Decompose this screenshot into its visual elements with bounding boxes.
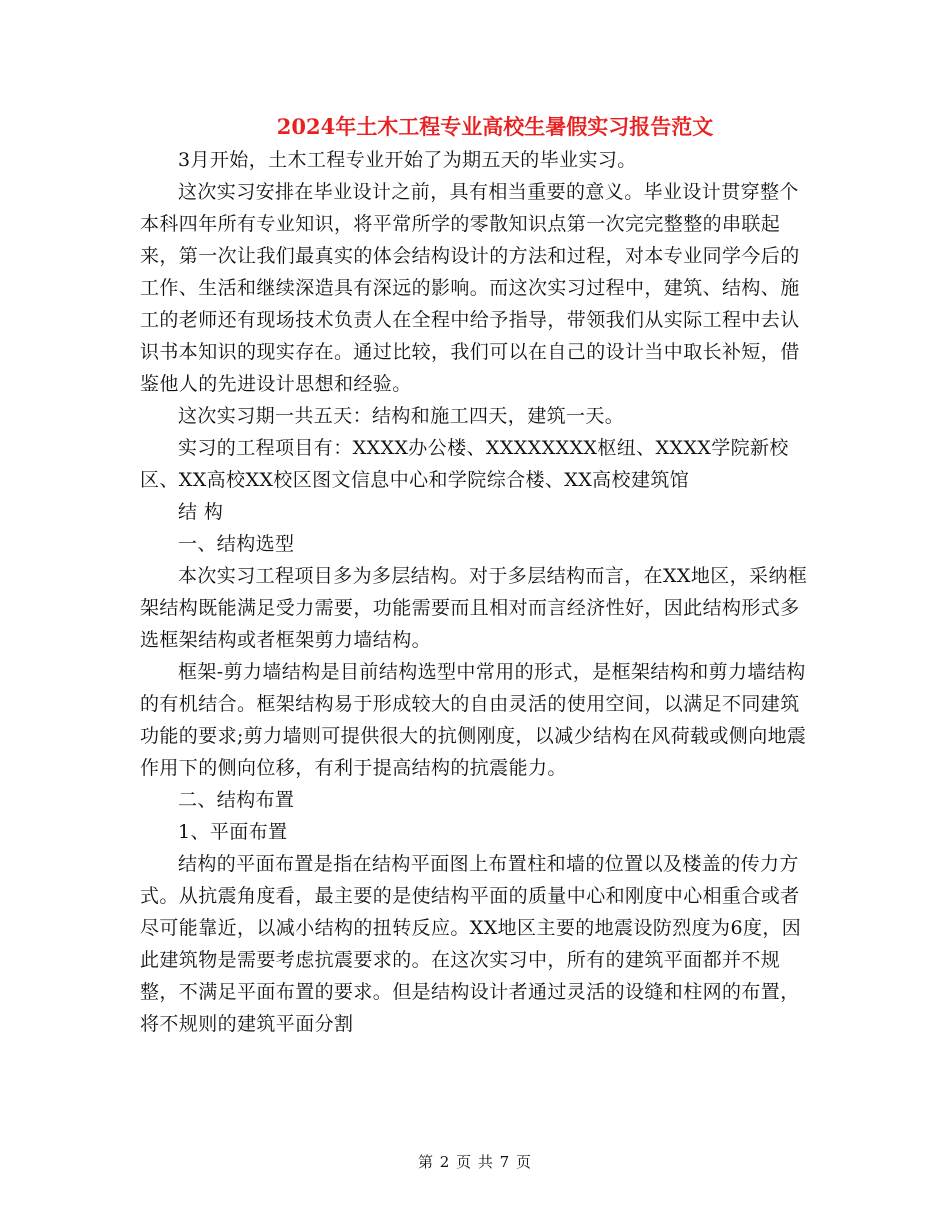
page-number: 第 2 页 共 7 页 (418, 1153, 532, 1171)
paragraph-plan-layout: 结构的平面布置是指在结构平面图上布置柱和墙的位置以及楼盖的传力方式。从抗震角度看，最主要的是使结构平面的质量中心和刚度中心相重合或者尽可能靠近，以减小结构的扭转反应。XX地区主要的地震设防烈度为6度，因此建筑物是需要考虑抗震要求的。在这次实习中，所有的建筑平面都并不规整，不满足平面布置的要求。但是结构设计者通过灵活的设缝和柱网的布置，将不规则的建筑平面分割 (140, 853, 802, 1035)
subheading-structure-layout: 二、结构布置 (178, 789, 295, 811)
document-body (140, 144, 815, 1040)
paragraph-projects: 实习的工程项目有：XXXX办公楼、XXXXXXXX枢纽、XXXX学院新校区、XX高校XX校区图文信息中心和学院综合楼、XX高校建筑馆 (140, 437, 789, 491)
paragraph-structure-selection: 本次实习工程项目多为多层结构。对于多层结构而言，在XX地区，采纳框架结构既能满足受力需要，功能需要而且相对而言经济性好，因此结构形式多选框架结构或者框架剪力墙结构。 (140, 565, 808, 651)
section-heading-structure: 结 构 (178, 501, 224, 523)
paragraph-frame-shear-wall: 框架-剪力墙结构是目前结构选型中常用的形式，是框架结构和剪力墙结构的有机结合。框架结构易于形成较大的自由灵活的使用空间，以满足不同建筑功能的要求;剪力墙则可提供很大的抗侧刚度，以减少结构在风荷载或侧向地震作用下的侧向位移，有利于提高结构的抗震能力。 (140, 661, 807, 779)
paragraph-duration: 这次实习期一共五天：结构和施工四天，建筑一天。 (178, 405, 625, 427)
subheading-structure-selection: 一、结构选型 (178, 533, 295, 555)
subheading-plan-layout: 1、平面布置 (178, 821, 288, 843)
paragraph-significance: 这次实习安排在毕业设计之前，具有相当重要的意义。毕业设计贯穿整个本科四年所有专业知识，将平常所学的零散知识点第一次完完整整的串联起来，第一次让我们最真实的体会结构设计的方法和过程，对本专业同学今后的工作、生活和继续深造具有深远的影响。而这次实习过程中，建筑、结构、施工的老师还有现场技术负责人在全程中给予指导，带领我们从实际工程中去认识书本知识的现实存在。通过比较，我们可以在自己的设计当中取长补短，借鉴他人的先进设计思想和经验。 (140, 181, 800, 395)
paragraph-intro: 3月开始，土木工程专业开始了为期五天的毕业实习。 (178, 149, 637, 171)
document-title: 2024年土木工程专业高校生暑假实习报告范文 (276, 114, 714, 139)
